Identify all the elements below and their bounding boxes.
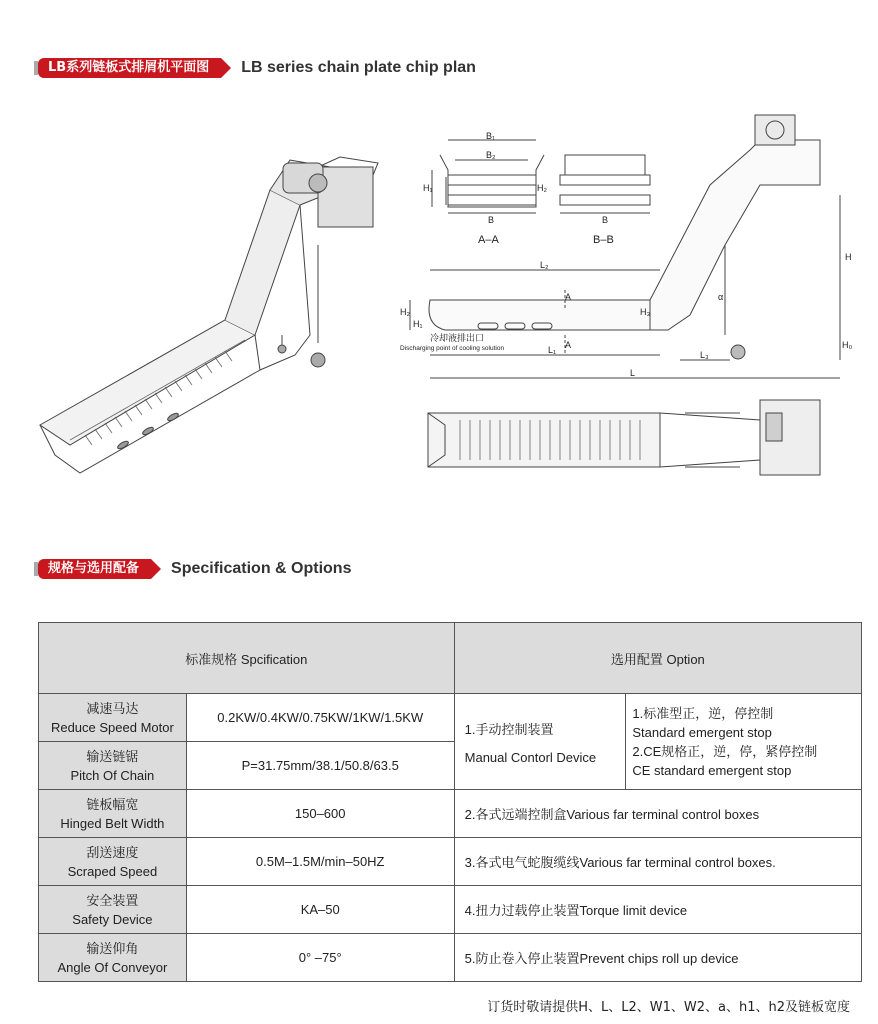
dim-h2-side: H₂ <box>400 307 410 317</box>
table-row <box>39 934 862 982</box>
section-b-b-drawing <box>560 155 650 213</box>
row-label: 链板幅宽 Hinged Belt Width <box>39 790 187 838</box>
spec-table-header <box>39 623 862 694</box>
plan-view-drawing <box>428 400 820 475</box>
section-aa-label: A–A <box>478 234 499 246</box>
row-value: 150–600 <box>186 790 454 838</box>
spec-table <box>38 622 862 982</box>
outlet-label-en: Discharging point of cooling solution <box>400 345 505 352</box>
row-value: KA–50 <box>186 886 454 934</box>
section-bb-label: B–B <box>593 234 614 246</box>
table-row <box>39 838 862 886</box>
row-label: 安全装置 Safety Device <box>39 886 187 934</box>
dim-l3: L₃ <box>700 350 709 360</box>
outlet-label-cn: 冷却液排出口 <box>430 334 485 344</box>
table-row <box>39 790 862 838</box>
dim-h: H <box>845 252 852 262</box>
technical-drawings <box>0 95 878 495</box>
dim-b-bb: B <box>602 215 609 225</box>
spec-heading-cn: 规格与选用配备 <box>48 561 140 576</box>
plan-heading-tag <box>38 58 221 78</box>
dim-l2: L₂ <box>540 260 549 270</box>
spec-heading-tag <box>38 559 151 579</box>
plan-heading <box>38 56 476 80</box>
option-5: 5.防止卷入停止装置Prevent chips roll up device <box>454 934 861 982</box>
dim-alpha: α <box>718 292 724 302</box>
option-1-en: Manual Contorl Device <box>464 749 597 765</box>
dim-l1: L₁ <box>548 345 557 355</box>
option-1-cn: 1.手动控制装置 <box>464 721 554 737</box>
dim-h1: H₁ <box>423 183 433 193</box>
dim-b-aa: B <box>488 215 495 225</box>
conveyor-perspective-drawing <box>40 157 378 473</box>
option-2: 2.各式远端控制盒Various far terminal control boxes <box>454 790 861 838</box>
dim-a-bottom: A <box>565 340 572 350</box>
plan-heading-cn: LB系列链板式排屑机平面图 <box>48 60 210 75</box>
row-value: 0.5M–1.5M/min–50HZ <box>186 838 454 886</box>
dim-l: L <box>630 368 636 378</box>
spec-heading-en: Specification & Options <box>171 560 352 577</box>
header-option: 选用配置 Option <box>454 623 861 694</box>
dim-b2: B₂ <box>486 150 496 160</box>
plan-heading-en: LB series chain plate chip plan <box>241 59 476 76</box>
dim-h2: H₂ <box>537 183 547 193</box>
table-row <box>39 886 862 934</box>
dim-a-top: A <box>565 292 572 302</box>
header-standard: 标准规格 Spcification <box>39 623 455 694</box>
spec-heading <box>38 557 351 581</box>
row-value: 0.2KW/0.4KW/0.75KW/1KW/1.5KW <box>186 694 454 742</box>
row-value: P=31.75mm/38.1/50.8/63.5 <box>186 742 454 790</box>
dim-h0: H₀ <box>842 340 853 350</box>
row-label: 输送仰角 Angle Of Conveyor <box>39 934 187 982</box>
option-3: 3.各式电气蛇腹缆线Various far terminal control boxes. <box>454 838 861 886</box>
dim-h1-side: H₁ <box>413 319 423 329</box>
row-label: 输送链锯 Pitch Of Chain <box>39 742 187 790</box>
order-note: 订货时敬请提供H、L、L2、W1、W2、a、h1、h2及链板宽度 <box>487 1000 850 1015</box>
row-label: 刮送速度 Scraped Speed <box>39 838 187 886</box>
table-row <box>39 694 862 742</box>
dim-h3: H₃ <box>640 307 651 317</box>
row-label: 减速马达 Reduce Speed Motor <box>39 694 187 742</box>
option-1-cell <box>454 694 626 790</box>
row-value: 0° –75° <box>186 934 454 982</box>
option-1-sub-cell: 1.标准型正，逆，停控制 Standard emergent stop 2.CE规格正，逆，停，紧停控制 CE standard emergent stop <box>626 694 862 790</box>
option-4: 4.扭力过载停止装置Torque limit device <box>454 886 861 934</box>
dim-b1: B₁ <box>486 131 496 141</box>
